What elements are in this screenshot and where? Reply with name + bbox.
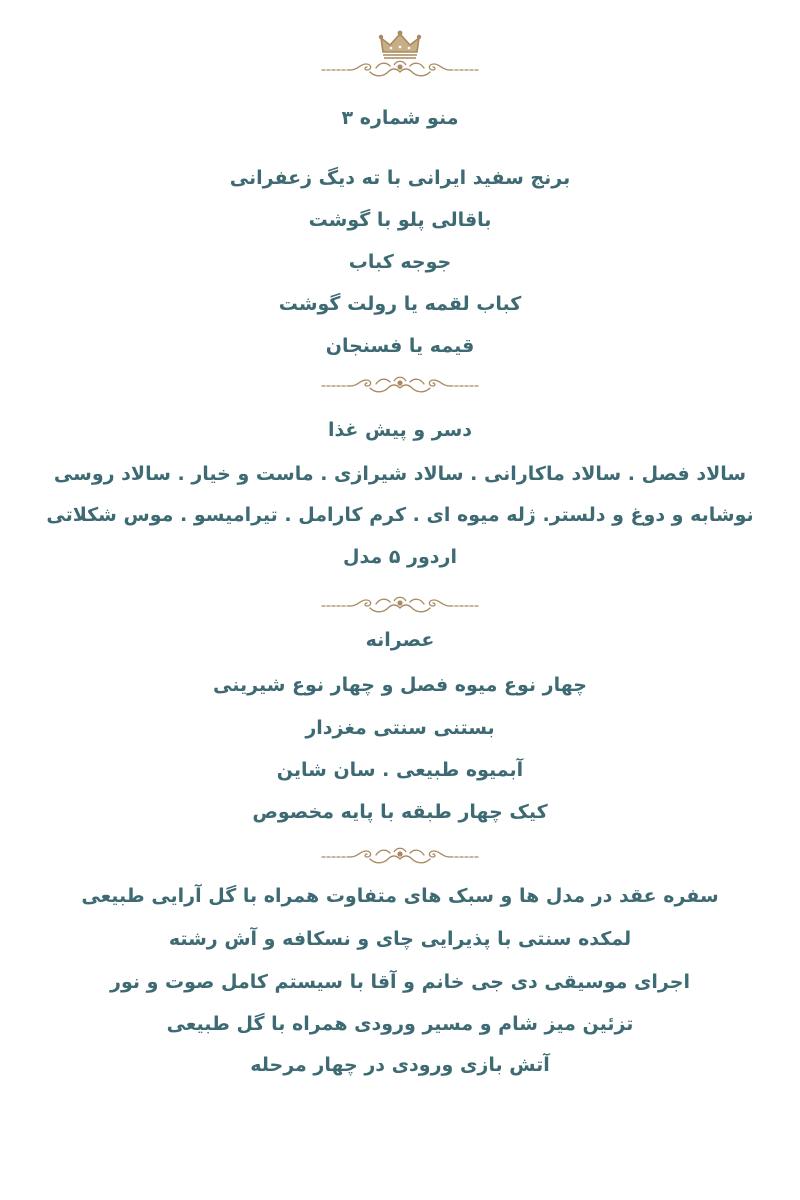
menu-title: منو شماره ۳ <box>341 107 459 129</box>
afternoon-line-1: چهار نوع میوه فصل و چهار نوع شیرینی <box>213 674 587 696</box>
main-item-4: کباب لقمه یا رولت گوشت <box>278 293 522 315</box>
main-item-2: باقالی پلو با گوشت <box>308 209 492 231</box>
service-line-5: آتش بازی ورودی در چهار مرحله <box>250 1054 550 1076</box>
ornament-divider-2 <box>320 592 480 618</box>
ornament-divider-1 <box>320 372 480 398</box>
dessert-heading: دسر و پیش غذا <box>327 419 473 441</box>
service-line-4: تزئین میز شام و مسیر ورودی همراه با گل طبیعی <box>166 1013 634 1035</box>
afternoon-heading: عصرانه <box>365 629 435 651</box>
main-item-1: برنج سفید ایرانی با ته دیگ زعفرانی <box>229 167 571 189</box>
ornament-divider-top <box>320 56 480 82</box>
main-item-5: قیمه یا فسنجان <box>325 335 475 357</box>
service-line-2: لمکده سنتی با پذیرایی چای و نسکافه و آش رشته <box>168 928 632 950</box>
service-line-3: اجرای موسیقی دی جی خانم و آقا با سیستم کامل صوت و نور <box>110 971 690 993</box>
dessert-line-1: سالاد فصل . سالاد ماکارانی . سالاد شیرازی . ماست و خیار . سالاد روسی <box>53 463 747 485</box>
main-item-3: جوجه کباب <box>348 251 452 273</box>
afternoon-line-4: کیک چهار طبقه با پایه مخصوص <box>252 801 548 823</box>
afternoon-line-3: آبمیوه طبیعی . سان شاین <box>276 759 524 781</box>
dessert-line-3: اردور ۵ مدل <box>342 546 458 568</box>
dessert-line-2: نوشابه و دوغ و دلستر. ژله میوه ای . کرم کارامل . تیرامیسو . موس شکلاتی <box>46 504 754 526</box>
afternoon-line-2: بستنی سنتی مغزدار <box>305 717 495 739</box>
ornament-divider-3 <box>320 843 480 869</box>
service-line-1: سفره عقد در مدل ها و سبک های متفاوت همراه با گل آرایی طبیعی <box>81 885 719 907</box>
